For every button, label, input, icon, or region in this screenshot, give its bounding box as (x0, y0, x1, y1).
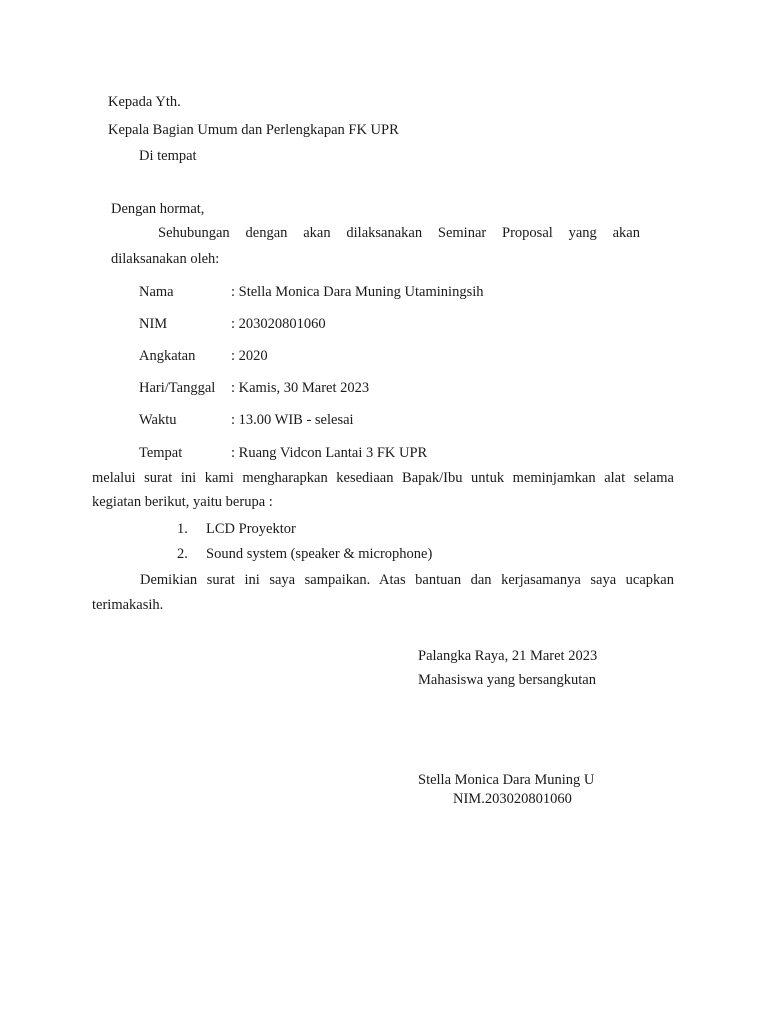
field-value-angkatan: : 2020 (231, 348, 268, 364)
signature-place-date: Palangka Raya, 21 Maret 2023 (418, 648, 598, 664)
field-label-angkatan: Angkatan (139, 348, 196, 364)
intro-line-1: Sehubungan dengan akan dilaksanakan Seminar Proposal yang akan (158, 225, 640, 241)
request-line-1: melalui surat ini kami mengharapkan kesediaan Bapak/Ibu untuk meminjamkan alat selama (92, 470, 674, 486)
intro-line-2: dilaksanakan oleh: (111, 251, 220, 267)
recipient-line-2: Kepala Bagian Umum dan Perlengkapan FK UPR (108, 122, 399, 138)
field-value-nim: : 203020801060 (231, 316, 326, 332)
greeting: Dengan hormat, (111, 201, 205, 217)
recipient-line-3: Di tempat (139, 148, 197, 164)
field-label-hari-tanggal: Hari/Tanggal (139, 380, 216, 396)
signature-role: Mahasiswa yang bersangkutan (418, 672, 596, 688)
request-line-2: kegiatan berikut, yaitu berupa : (92, 494, 273, 510)
field-label-waktu: Waktu (139, 412, 177, 428)
field-value-nama: : Stella Monica Dara Muning Utaminingsih (231, 284, 484, 300)
recipient-line-1: Kepada Yth. (108, 94, 181, 110)
field-label-nim: NIM (139, 316, 168, 332)
signature-name: Stella Monica Dara Muning U (418, 772, 595, 788)
list-item-number: 1. (177, 521, 188, 537)
field-value-waktu: : 13.00 WIB - selesai (231, 412, 354, 428)
field-value-tempat: : Ruang Vidcon Lantai 3 FK UPR (231, 445, 428, 461)
field-label-nama: Nama (139, 284, 174, 300)
closing-line-1: Demikian surat ini saya sampaikan. Atas bantuan dan kerjasamanya saya ucapkan (140, 572, 674, 588)
list-item-number: 2. (177, 546, 188, 562)
field-value-hari-tanggal: : Kamis, 30 Maret 2023 (231, 380, 370, 396)
list-item-text: LCD Proyektor (206, 521, 296, 537)
field-label-tempat: Tempat (139, 445, 183, 461)
signature-nim: NIM.203020801060 (453, 791, 572, 807)
closing-line-2: terimakasih. (92, 597, 164, 613)
list-item-text: Sound system (speaker & microphone) (206, 546, 433, 562)
